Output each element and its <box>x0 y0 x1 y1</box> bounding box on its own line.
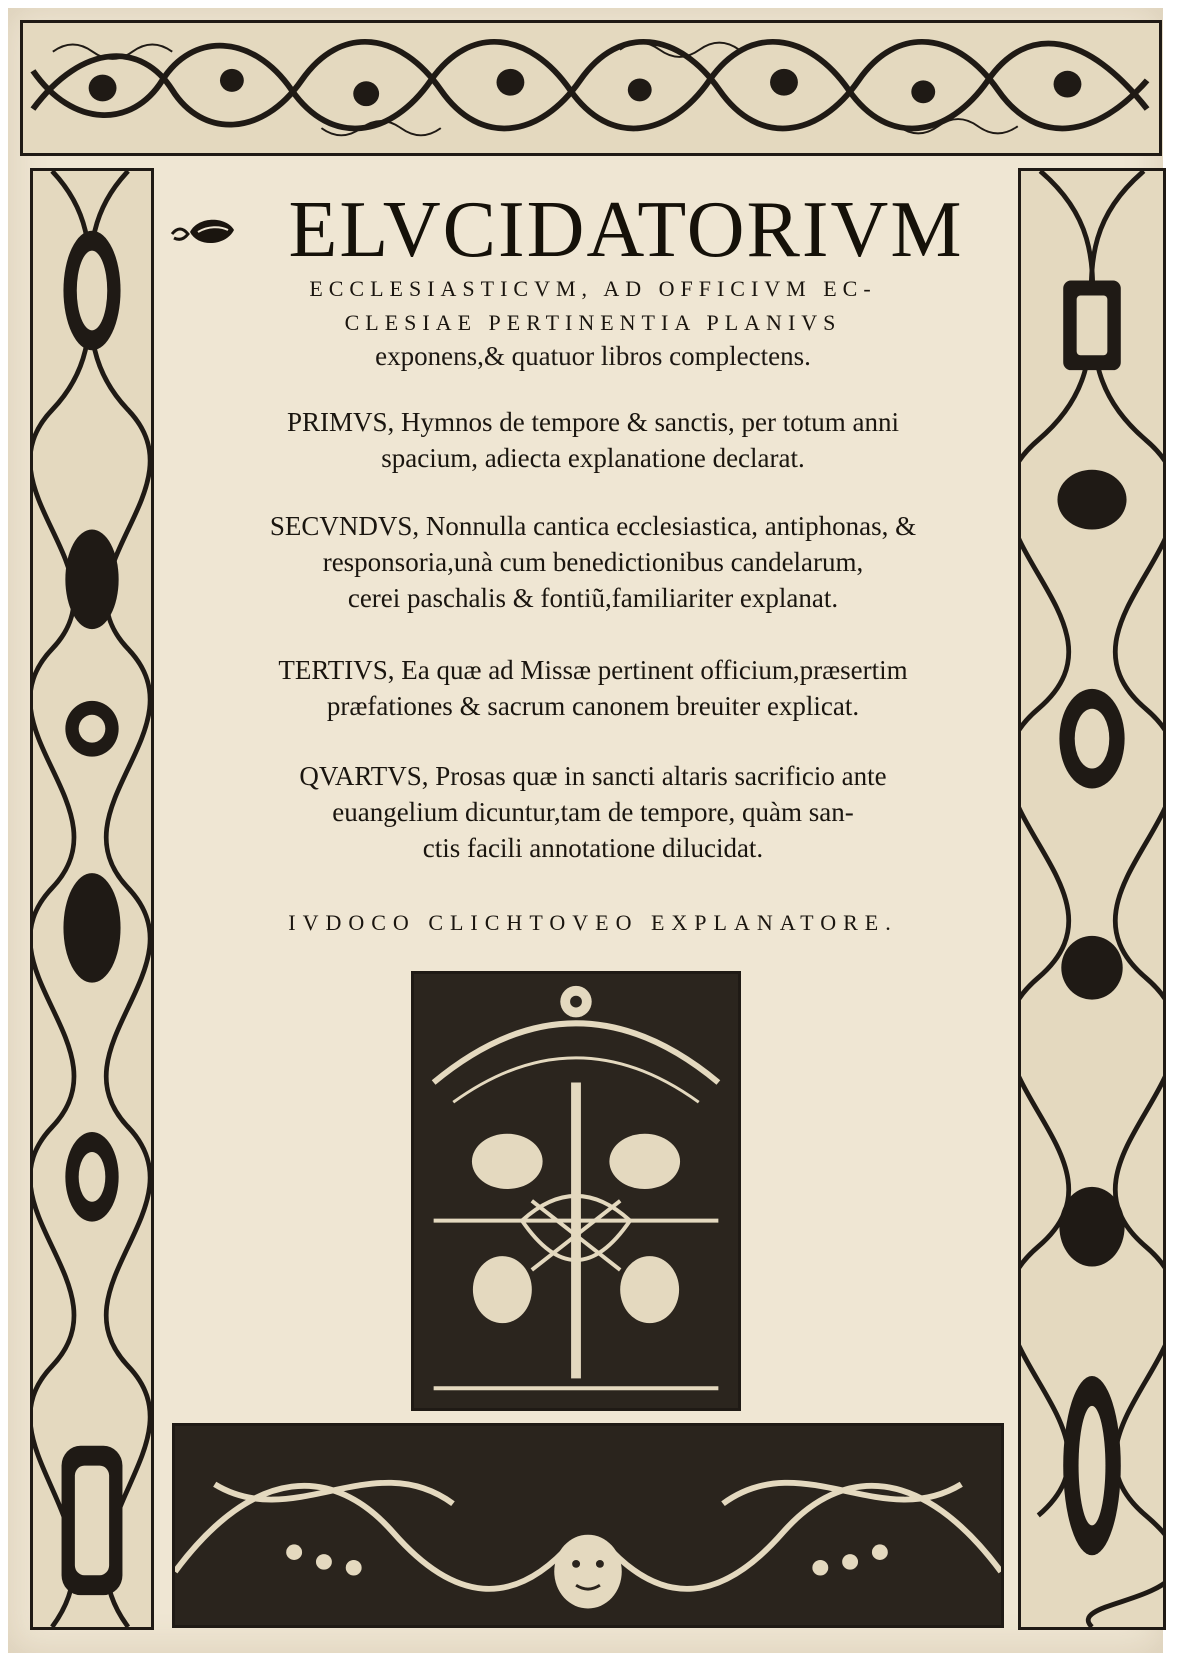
book-line: præfationes & sacrum canonem breuiter explicat. <box>326 691 860 721</box>
editor-line: IVDOCO CLICHTOVEO EXPLANATORE. <box>288 910 898 935</box>
book-description-tertius <box>208 652 978 724</box>
central-woodcut-illustration <box>411 971 741 1411</box>
book-line: euangelium dicuntur,tam de tempore, quàm san- <box>332 797 854 827</box>
book-line: responsoria,unà cum benedictionibus candelarum, <box>322 547 864 577</box>
top-ornamental-border <box>20 20 1162 156</box>
right-ornamental-border <box>1018 168 1166 1630</box>
book-line: PRIMVS, Hymnos de tempore & sanctis, per totum anni <box>287 407 899 437</box>
title-page <box>8 8 1163 1653</box>
book-description-quartus <box>208 758 978 866</box>
book-description-primus <box>208 404 978 476</box>
left-ornamental-border <box>30 168 154 1630</box>
book-line: cerei paschalis & fontiũ,familiariter explanat. <box>347 583 839 613</box>
bottom-ornamental-border <box>172 1423 1004 1628</box>
book-line: QVARTVS, Prosas quæ in sancti altaris sacrificio ante <box>299 761 887 791</box>
subtitle-line-1: ECCLESIASTICVM, AD OFFICIVM EC- <box>309 276 877 301</box>
book-description-secundus <box>208 508 978 616</box>
book-line: TERTIVS, Ea quæ ad Missæ pertinent officium,præsertim <box>278 655 908 685</box>
book-title: ELVCIDATORIVM <box>288 186 964 274</box>
title-row <box>168 186 1018 274</box>
book-line: ctis facili annotatione dilucidat. <box>422 833 764 863</box>
subtitle-line-3: exponens,& quatuor libros complectens. <box>375 341 811 371</box>
book-line: spacium, adiecta explanatione declarat. <box>381 443 805 473</box>
subtitle-line-2: CLESIAE PERTINENTIA PLANIVS <box>344 310 842 335</box>
book-line: SECVNDVS, Nonnulla cantica ecclesiastica, antiphonas, & <box>269 511 917 541</box>
leaf-ornament-icon <box>168 212 236 252</box>
